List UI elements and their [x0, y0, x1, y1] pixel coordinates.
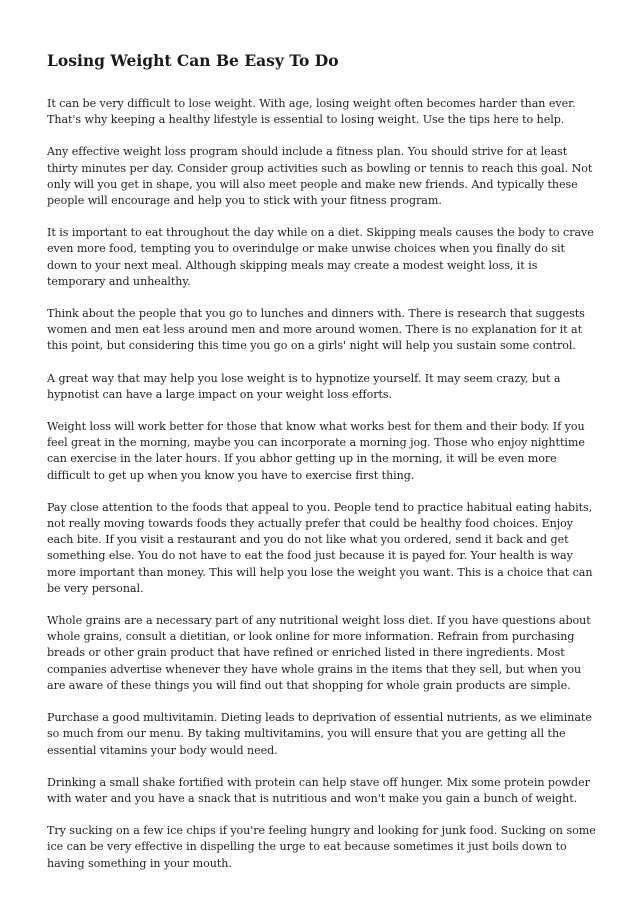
- paragraph: Drinking a small shake fortified with protein can help stave off hunger. Mix some protein powder with water and you have a snack that is nutritious and won't make you gain a bunch of weight.: [47, 775, 590, 805]
- page-title: Losing Weight Can Be Easy To Do: [47, 51, 339, 70]
- paragraph: Weight loss will work better for those that know what works best for them and their body. If you feel great in the morning, maybe you can incorporate a morning jog. Those who enjoy nighttime can exercise in the later hours. If you abhor getting up in the morning, it will be even more difficult to get up when you know you have to exercise first thing.: [47, 420, 585, 482]
- paragraph: Purchase a good multivitamin. Dieting leads to deprivation of essential nutrients, as we eliminate so much from our menu. By taking multivitamins, you will ensure that you are getting all the essential vitamins your body would need.: [47, 711, 592, 757]
- paragraph: Try sucking on a few ice chips if you're feeling hungry and looking for junk food. Sucking on some ice can be very effective in dispelling the urge to eat because sometimes it just boils down to having something in your mouth.: [47, 824, 596, 870]
- paragraph: Whole grains are a necessary part of any nutritional weight loss diet. If you have questions about whole grains, consult a dietitian, or look online for more information. Refrain from purchasing breads or other grain product that have refined or enriched listed in there ingredients. Most companies advertise whenever they have whole grains in the items that they sell, but when you are aware of these things you will find out that shopping for whole grain products are simple.: [47, 614, 591, 692]
- paragraph: Pay close attention to the foods that appeal to you. People tend to practice habitual eating habits, not really moving towards foods they actually prefer that could be healthy food choices. Enjoy each bite. If you visit a restaurant and you do not like what you ordered, send it back and get something else. You do not have to eat the food just because it is payed for. Your health is way more important than money. This will help you lose the weight you want. This is a choice that can be very personal.: [47, 500, 593, 595]
- paragraph: A great way that may help you lose weight is to hypnotize yourself. It may seem crazy, but a hypnotist can have a large impact on your weight loss efforts.: [47, 371, 561, 401]
- document-page: [47, 50, 597, 888]
- paragraph: It is important to eat throughout the day while on a diet. Skipping meals causes the body to crave even more food, tempting you to overindulge or make unwise choices when you finally do sit down to your next meal. Although skipping meals may create a modest weight loss, it is temporary and unhealthy.: [47, 226, 594, 288]
- paragraph: Think about the people that you go to lunches and dinners with. There is research that suggests women and men eat less around men and more around women. There is no explanation for it at this point, but considering this time you go on a girls' night will help you sustain some control.: [47, 307, 585, 353]
- paragraph: Any effective weight loss program should include a fitness plan. You should strive for at least thirty minutes per day. Consider group activities such as bowling or tennis to reach this goal. Not only will you get in shape, you will also meet people and make new friends. And typically these people will encourage and help you to stick with your fitness program.: [47, 145, 593, 208]
- paragraph: It can be very difficult to lose weight. With age, losing weight often becomes harder than ever. That's why keeping a healthy lifestyle is essential to losing weight. Use the tips here to help.: [47, 97, 576, 127]
